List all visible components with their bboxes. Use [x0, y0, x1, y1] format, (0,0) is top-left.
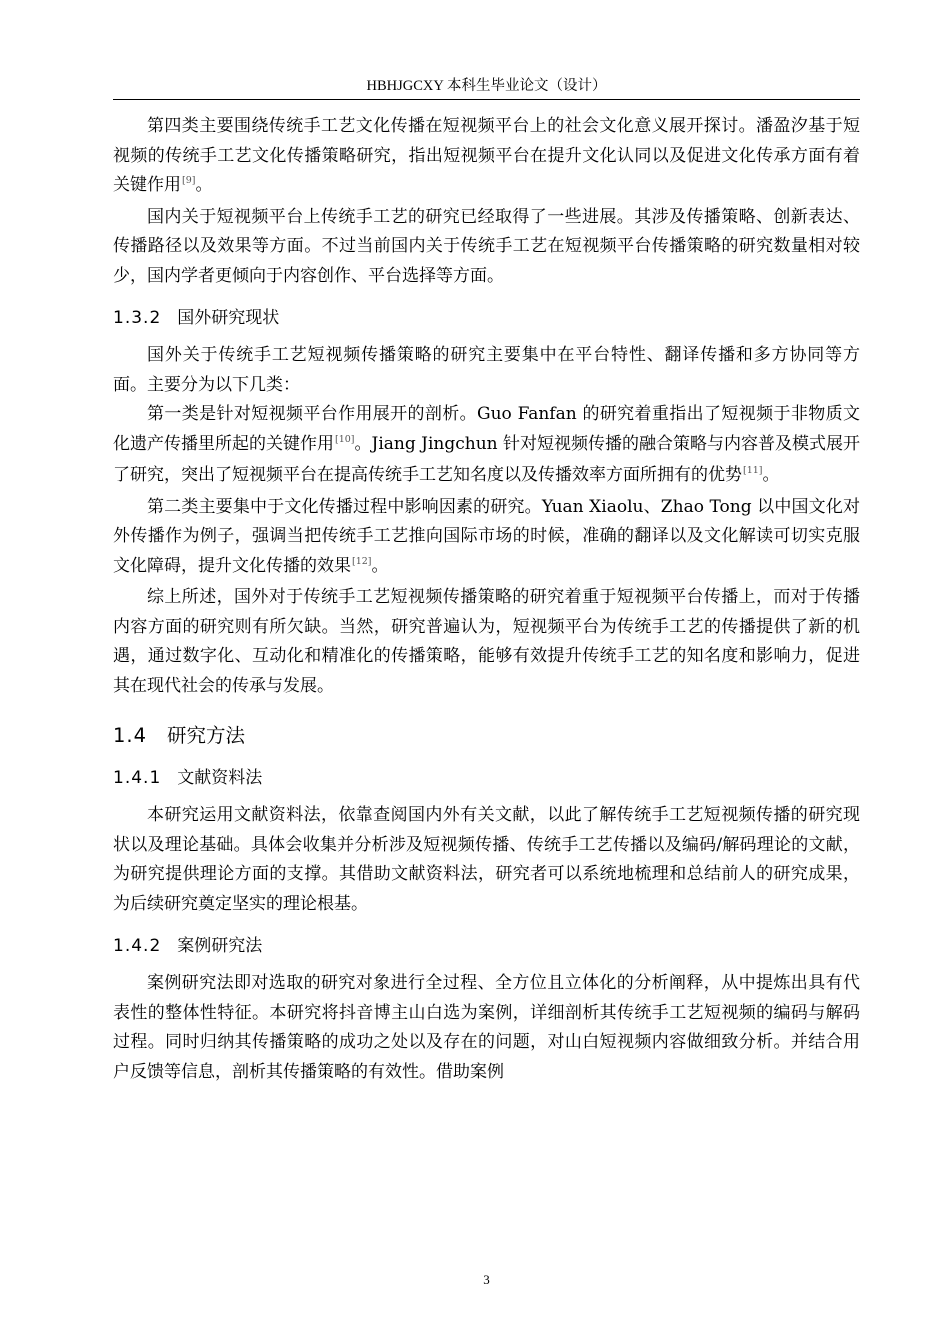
section-title: 文献资料法 [177, 768, 263, 788]
paragraph-foreign-summary: 综上所述，国外对于传统手工艺短视频传播策略的研究着重于短视频平台传播上，而对于传播内容方面的研究则有所欠缺。当然，研究普遍认为，短视频平台为传统手工艺的传播提供了新的机遇，通过数字化、互动化和精准化的传播策略，能够有效提升传统手工艺的知名度和影响力，促进其在现代社会的传承与发展。 [113, 587, 860, 696]
section-number: 1.4.1 [113, 768, 162, 788]
paragraph-tail: 。 [762, 465, 780, 485]
page-header: HBHJGCXY 本科生毕业论文（设计） [366, 78, 607, 94]
citation-ref[interactable]: [12] [352, 555, 372, 567]
section-title: 国外研究现状 [177, 308, 280, 328]
paragraph-text: 第四类主要围绕传统手工艺文化传播在短视频平台上的社会文化意义展开探讨。潘盈汐基于短视频的传统手工艺文化传播策略研究，指出短视频平台在提升文化认同以及促进文化传承方面有着关键作用 [113, 116, 860, 195]
citation-ref[interactable]: [11] [743, 465, 763, 476]
citation-ref[interactable]: [10] [335, 433, 355, 445]
paragraph-category-four [113, 112, 860, 203]
paragraph-tail: 。 [371, 555, 389, 576]
paragraph-text: 。Jiang Jingchun 针对短视频传播的融合策略与内容普及模式展开了研究，突出了短视频平台在提高传统手工艺知名度以及传播效率方面所拥有的优势 [113, 433, 860, 485]
paragraph-case-method: 案例研究法即对选取的研究对象进行全过程、全方位且立体化的分析阐释，从中提炼出具有代表性的整体性特征。本研究将抖音博主山白选为案例，详细剖析其传统手工艺短视频的编码与解码过程。同时归纳其传播策略的成功之处以及存在的问题，对山白短视频内容做细致分析。并结合用户反馈等信息，剖析其传播策略的有效性。借助案例 [113, 973, 860, 1082]
header-divider [113, 99, 860, 100]
section-number: 1.4 [113, 724, 148, 747]
paragraph-text: 第二类主要集中于文化传播过程中影响因素的研究。Yuan Xiaolu、Zhao Tong 以中国文化对外传播作为例子，强调当把传统手工艺推向国际市场的时候，准确的翻译以及文化解读可切实克服文化障碍，提升文化传播的效果 [113, 496, 860, 576]
paragraph-foreign-intro: 国外关于传统手工艺短视频传播策略的研究主要集中在平台特性、翻译传播和多方协同等方面。主要分为以下几类： [113, 345, 860, 395]
section-heading-1-3-2 [113, 304, 860, 332]
section-title: 研究方法 [167, 724, 246, 747]
section-title: 案例研究法 [177, 936, 263, 956]
section-heading-1-4-1 [113, 764, 860, 792]
section-heading-1-4 [113, 721, 860, 751]
page-number: 3 [483, 1272, 490, 1287]
section-number: 1.3.2 [113, 308, 162, 328]
paragraph-category-one [113, 400, 860, 493]
paragraph-text: 第一类是针对短视频平台作用展开的剖析。Guo Fanfan 的研究着重指出了短视频于非物质文化遗产传播里所起的关键作用 [113, 404, 860, 454]
section-number: 1.4.2 [113, 936, 162, 956]
paragraph-category-two [113, 493, 860, 584]
paragraph-domestic-summary: 国内关于短视频平台上传统手工艺的研究已经取得了一些进展。其涉及传播策略、创新表达、传播路径以及效果等方面。不过当前国内关于传统手工艺在短视频平台传播策略的研究数量相对较少，国内学者更倾向于内容创作、平台选择等方面。 [113, 206, 860, 286]
paragraph-tail: 。 [195, 175, 213, 195]
citation-ref[interactable]: [9] [182, 175, 196, 186]
section-heading-1-4-2 [113, 932, 860, 960]
paragraph-literature-method: 本研究运用文献资料法，依靠查阅国内外有关文献，以此了解传统手工艺短视频传播的研究现状以及理论基础。具体会收集并分析涉及短视频传播、传统手工艺传播以及编码/解码理论的文献，为研究提供理论方面的支撑。其借助文献资料法，研究者可以系统地梳理和总结前人的研究成果，为后续研究奠定坚实的理论根基。 [113, 805, 860, 914]
page-body [113, 112, 860, 1087]
